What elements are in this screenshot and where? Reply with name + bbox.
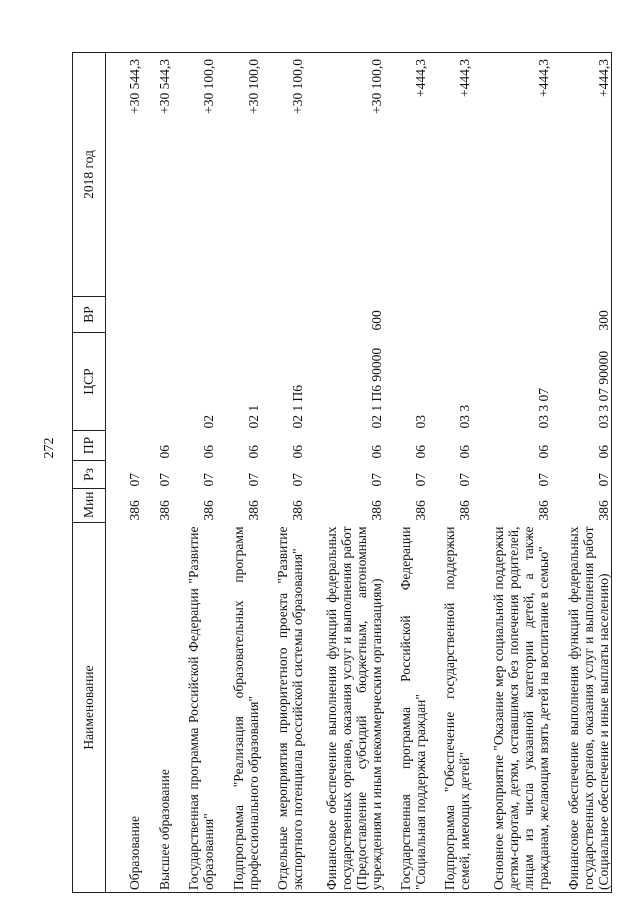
row-pr: 06 bbox=[551, 431, 612, 461]
row-amount: +444,3 bbox=[428, 53, 472, 297]
row-pr: 06 bbox=[245, 445, 261, 459]
row-rz: 07 bbox=[201, 473, 217, 487]
row-min: 386 bbox=[157, 500, 173, 521]
row-csr: 03 3 07 bbox=[535, 388, 551, 429]
row-name: Основное мероприятие "Оказание мер социальной поддержки детям-сиротам, детям, оставшимся без попечения родителей, лицам из числа указанной категории детей, а также гражданам, желающим взять детей на воспитание в семью" bbox=[472, 523, 551, 893]
row-vr: 600 bbox=[368, 310, 384, 331]
row-rz: 07 bbox=[457, 473, 473, 487]
row-csr: 02 bbox=[201, 415, 217, 429]
row-name: Образование bbox=[106, 523, 142, 893]
page-number: 272 bbox=[42, 437, 57, 459]
row-pr: 06 bbox=[413, 445, 428, 459]
row-amount: +30 100,0 bbox=[216, 53, 260, 297]
row-amount: +30 544,3 bbox=[106, 53, 142, 297]
row-rz: 07 bbox=[551, 461, 612, 489]
row-amount: +30 100,0 bbox=[261, 53, 305, 297]
row-vr bbox=[172, 297, 216, 333]
row-pr: 06 bbox=[157, 445, 173, 459]
table-row bbox=[216, 53, 260, 893]
row-pr: 06 bbox=[457, 445, 473, 459]
table-row bbox=[384, 53, 428, 893]
row-rz: 07 bbox=[413, 473, 428, 487]
table-row bbox=[172, 53, 216, 893]
row-rz: 07 bbox=[535, 473, 551, 487]
row-min: 386 bbox=[551, 489, 612, 523]
row-pr: 06 bbox=[535, 445, 551, 459]
row-amount: +444,3 bbox=[551, 53, 612, 297]
row-min: 386 bbox=[126, 500, 142, 521]
rotated-table-container bbox=[72, 53, 612, 893]
row-min: 386 bbox=[245, 500, 261, 521]
row-name: Подпрограмма "Реализация образовательных программ профессионального образования" bbox=[216, 523, 260, 893]
row-vr bbox=[384, 297, 428, 333]
row-csr bbox=[106, 333, 142, 431]
row-name: Отдельные мероприятия приоритетного проекта "Развитие экспортного потенциала российской системы образования" bbox=[261, 523, 305, 893]
row-csr: 02 1 bbox=[245, 404, 261, 429]
row-min: 386 bbox=[535, 500, 551, 521]
row-csr: 03 3 07 90000 bbox=[551, 333, 612, 431]
row-rz: 07 bbox=[245, 473, 261, 487]
row-rz: 07 bbox=[157, 473, 173, 487]
row-min: 386 bbox=[290, 500, 306, 521]
table-row bbox=[261, 53, 305, 893]
row-pr: 06 bbox=[201, 445, 217, 459]
row-min: 386 bbox=[201, 500, 217, 521]
row-rz: 07 bbox=[126, 473, 142, 487]
row-min: 386 bbox=[368, 500, 384, 521]
row-pr: 06 bbox=[290, 445, 306, 459]
row-name: Финансовое обеспечение выполнения функций федеральных государственных органов, оказания услуг и выполнения работ (Социальное обеспечение и иные выплаты населению) bbox=[551, 523, 612, 893]
header-rz: Рз bbox=[73, 461, 106, 489]
header-pr: ПР bbox=[73, 431, 106, 461]
row-amount: +444,3 bbox=[472, 53, 551, 297]
table-row bbox=[142, 53, 172, 893]
table-row bbox=[305, 53, 384, 893]
row-name: Государственная программа Российской Федерации "Социальная поддержка граждан" bbox=[384, 523, 428, 893]
budget-table bbox=[72, 52, 612, 893]
header-amount: 2018 год bbox=[73, 53, 106, 297]
header-min: Мин bbox=[73, 489, 106, 523]
header-name: Наименование bbox=[73, 523, 106, 893]
row-csr: 03 3 bbox=[457, 404, 473, 429]
row-amount: +30 100,0 bbox=[305, 53, 384, 297]
row-vr: 300 bbox=[551, 297, 612, 333]
row-min: 386 bbox=[457, 500, 473, 521]
row-csr: 02 1 П6 bbox=[290, 385, 306, 429]
row-amount: +30 100,0 bbox=[172, 53, 216, 297]
row-pr bbox=[106, 431, 142, 461]
table-header-row bbox=[73, 53, 106, 893]
row-vr bbox=[106, 297, 142, 333]
table-row bbox=[106, 53, 142, 893]
row-csr: 03 bbox=[413, 415, 428, 429]
row-name: Финансовое обеспечение выполнения функций федеральных государственных органов, оказания услуг и выполнения работ (Предоставление субсидий бюджетным, автономным учреждениям и иным некоммерческим организациям) bbox=[305, 523, 384, 893]
row-csr: 02 1 П6 90000 bbox=[368, 347, 384, 429]
table-row bbox=[472, 53, 551, 893]
row-rz: 07 bbox=[290, 473, 306, 487]
row-pr: 06 bbox=[368, 445, 384, 459]
row-vr bbox=[428, 297, 472, 333]
header-csr: ЦСР bbox=[73, 333, 106, 431]
row-csr bbox=[142, 333, 172, 431]
row-vr bbox=[261, 297, 305, 333]
row-amount: +444,3 bbox=[384, 53, 428, 297]
row-vr bbox=[142, 297, 172, 333]
row-vr bbox=[472, 297, 551, 333]
row-vr bbox=[216, 297, 260, 333]
table-row bbox=[428, 53, 472, 893]
header-vr: ВР bbox=[73, 297, 106, 333]
row-name: Государственная программа Российской Федерации "Развитие образования" bbox=[172, 523, 216, 893]
row-rz: 07 bbox=[368, 473, 384, 487]
row-name: Высшее образование bbox=[142, 523, 172, 893]
table-row bbox=[551, 53, 612, 893]
row-name: Подпрограмма "Обеспечение государственной поддержки семей, имеющих детей" bbox=[428, 523, 472, 893]
row-min: 386 bbox=[413, 500, 428, 521]
row-amount: +30 544,3 bbox=[142, 53, 172, 297]
